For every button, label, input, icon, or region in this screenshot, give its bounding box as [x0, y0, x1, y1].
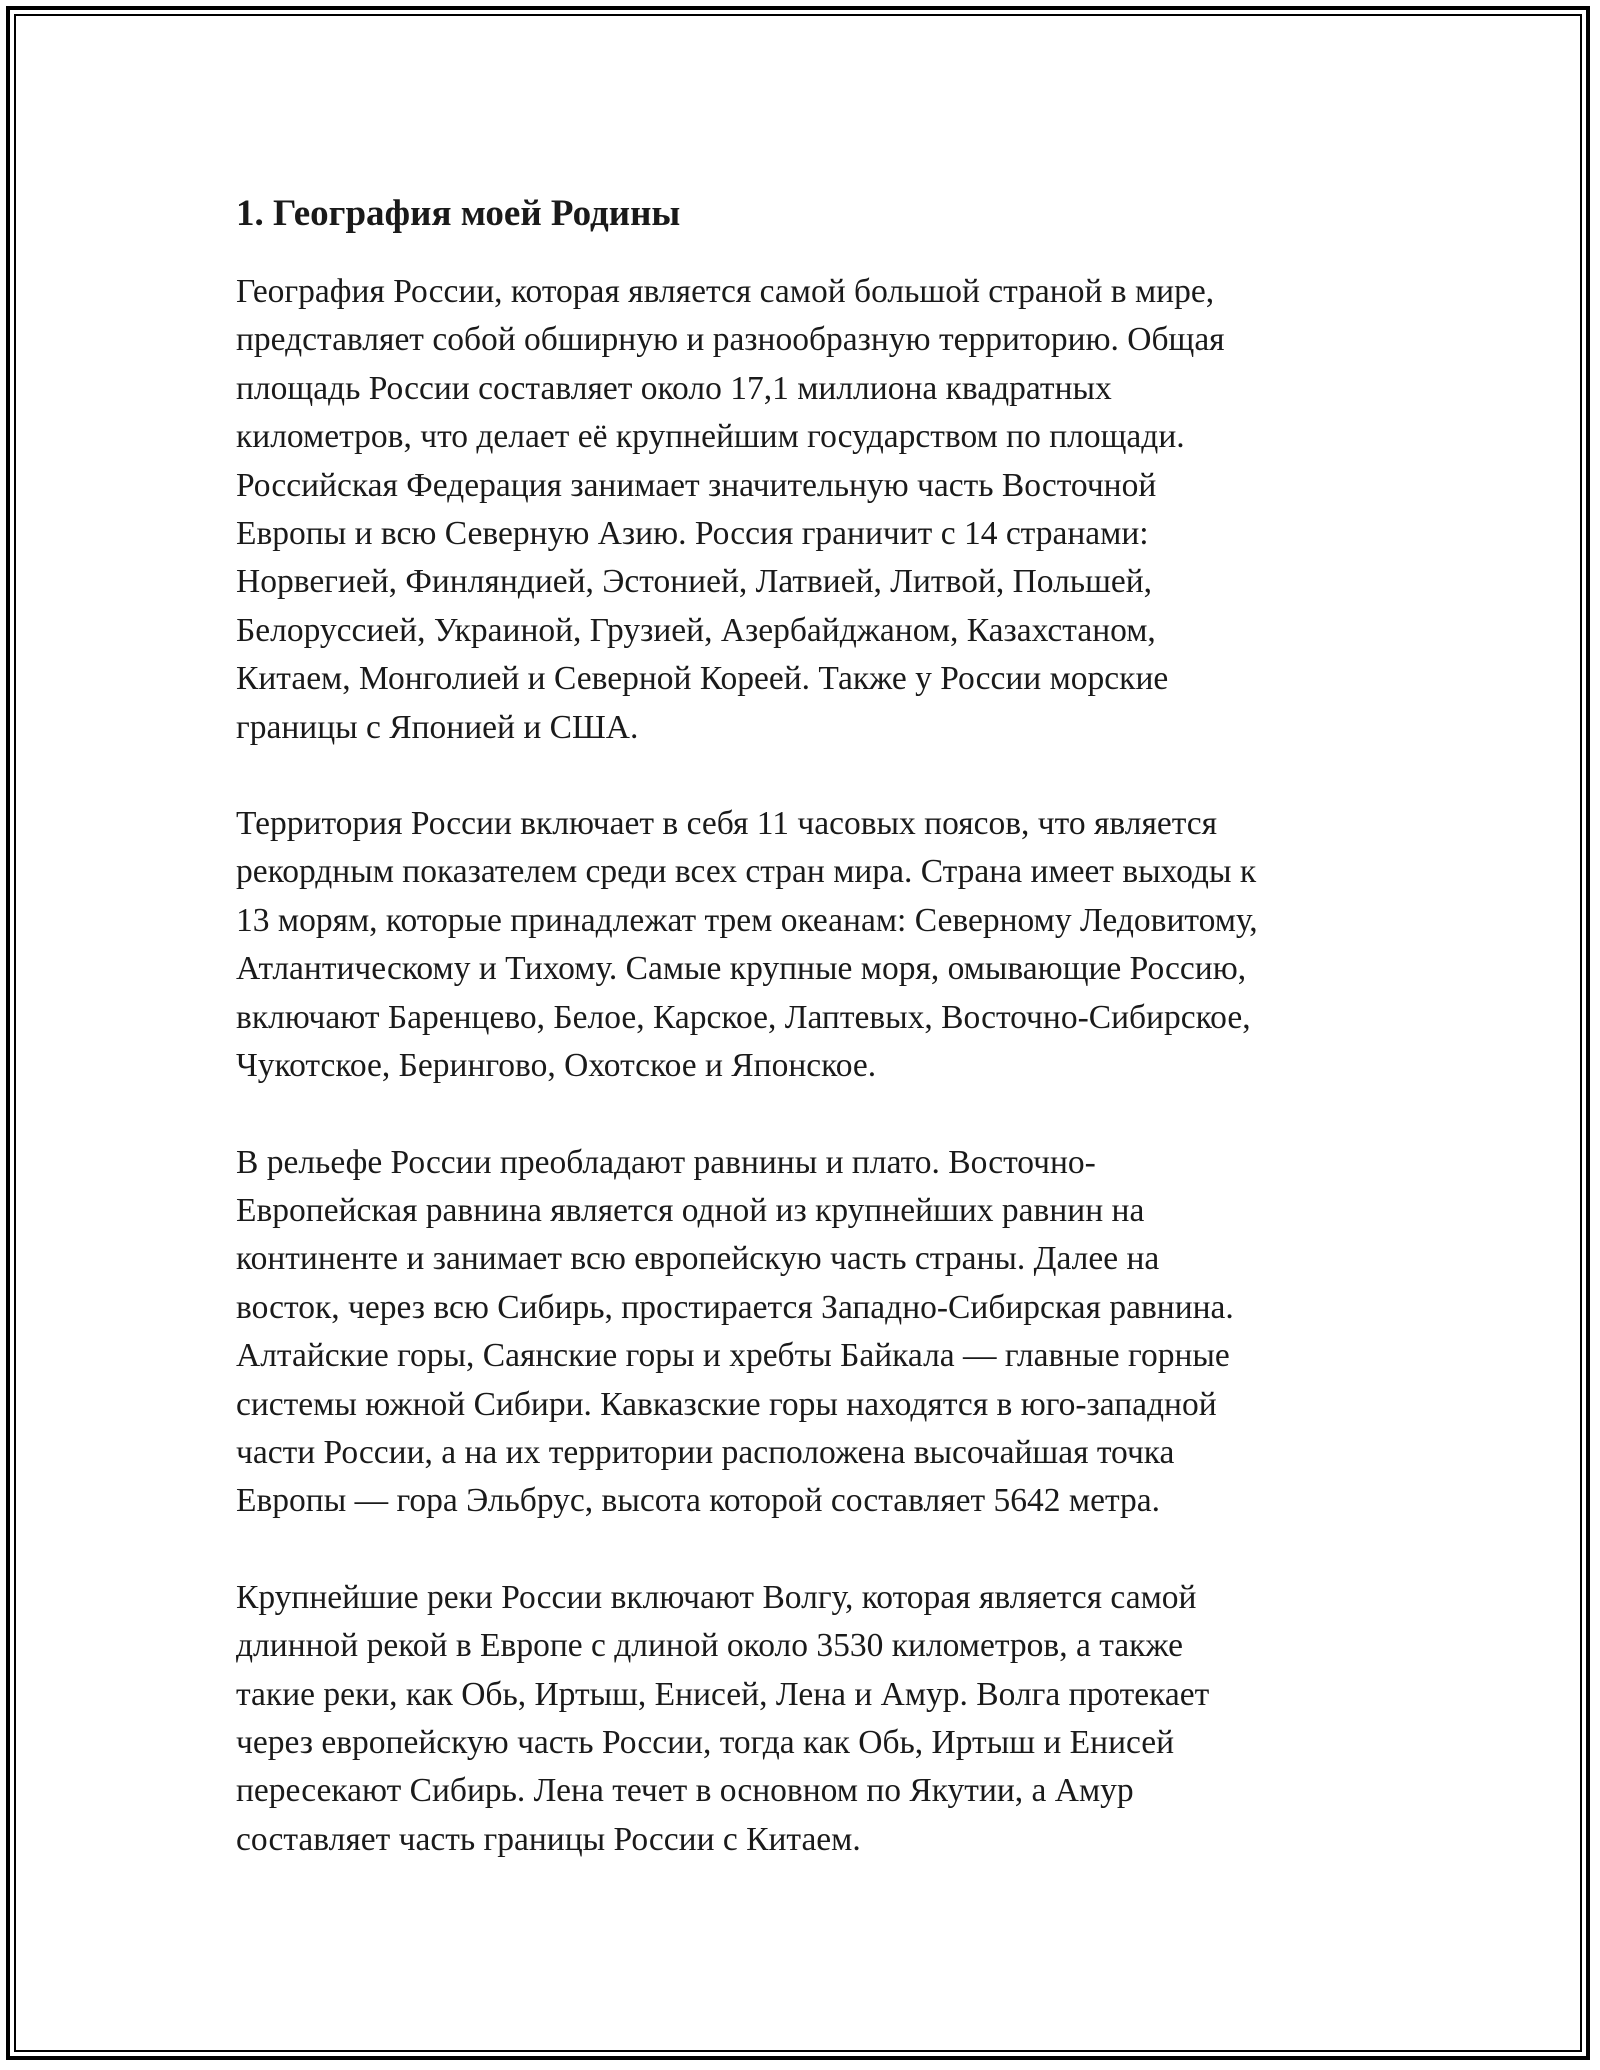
section-heading: 1. География моей Родины [236, 193, 681, 234]
document-body [236, 188, 1386, 1912]
paragraph-rivers: Крупнейшие реки России включают Волгу, которая является самой длинной рекой в Европе с длиной около 3530 километров, а также такие реки, как Обь, Иртыш, Енисей, Лена и Амур. Волга протекает через европейскую часть России, тогда как Обь, Иртыш и Енисей пересекают Сибирь. Лена течет в основном по Якутии, а Амур составляет часть границы России с Китаем. [236, 1578, 1210, 1858]
paragraph-relief: В рельефе России преобладают равнины и плато. Восточно- Европейская равнина является одной из крупнейших равнин на континенте и занимает всю европейскую часть страны. Далее на восток, через всю Сибирь, простирается Западно-Сибирская равнина. Алтайские горы, Саянские горы и хребты Байкала — главные горные системы южной Сибири. Кавказские горы находятся в юго-западной части России, а на их территории расположена высочайшая точка Европы — гора Эльбрус, высота которой составляет 5642 метра. [236, 1143, 1234, 1520]
paragraph-overview: География России, которая является самой большой страной в мире, представляет собой обширную и разнообразную территорию. Общая площадь России составляет около 17,1 миллиона квадратных километров, что делает её крупнейшим государством по площади. Российская Федерация занимает значительную часть Восточной Европы и всю Северную Азию. Россия граничит с 14 странами: Норвегией, Финляндией, Эстонией, Латвией, Литвой, Польшей, Белоруссией, Украиной, Грузией, Азербайджаном, Казахстаном, Китаем, Монголией и Северной Кореей. Также у России морские границы с Японией и США. [236, 273, 1225, 746]
paragraph-territory: Территория России включает в себя 11 часовых поясов, что является рекордным показателем среди всех стран мира. Страна имеет выходы к 13 морям, которые принадлежат трем океанам: Северному Ледовитому, Атлантическому и Тихому. Самые крупные моря, омывающие Россию, включают Баренцево, Белое, Карское, Лаптевых, Восточно-Сибирское, Чукотское, Берингово, Охотское и Японское. [236, 805, 1258, 1085]
